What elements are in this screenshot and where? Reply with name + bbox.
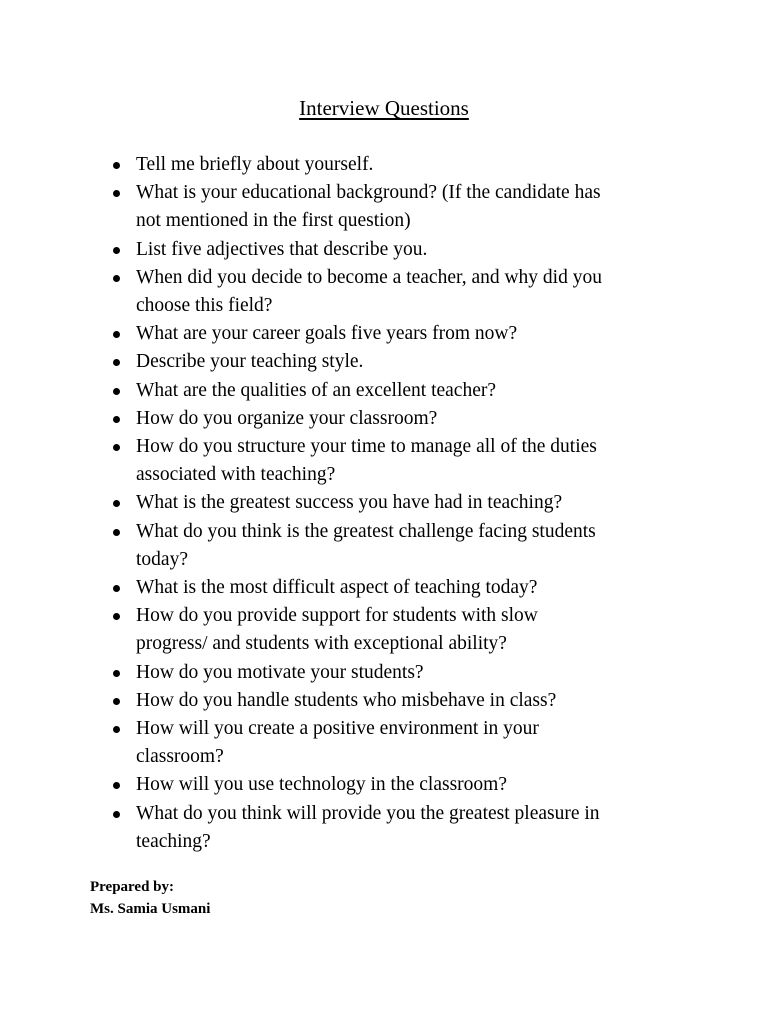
question-item — [108, 602, 688, 658]
bullet-icon — [113, 670, 120, 677]
bullet-icon — [113, 529, 120, 536]
question-item — [108, 433, 688, 489]
bullet-icon — [113, 247, 120, 254]
question-text-line: What is the most difficult aspect of teaching today? — [136, 577, 538, 599]
bullet-icon — [113, 500, 120, 507]
question-item — [108, 659, 688, 687]
bullet-icon — [113, 162, 120, 169]
question-item — [108, 320, 688, 348]
question-text-line: classroom? — [136, 746, 224, 768]
bullet-icon — [113, 726, 120, 733]
question-item — [108, 489, 688, 517]
question-text-line: What are the qualities of an excellent teacher? — [136, 379, 497, 401]
question-list — [108, 151, 688, 856]
bullet-icon — [113, 275, 120, 282]
bullet-icon — [113, 613, 120, 620]
question-text-line: How will you create a positive environment in your — [136, 718, 539, 740]
question-item — [108, 348, 688, 376]
bullet-icon — [113, 388, 120, 395]
question-item — [108, 377, 688, 405]
question-item — [108, 687, 688, 715]
question-item — [108, 179, 688, 235]
prepared-by-name: Ms. Samia Usmani — [90, 901, 211, 917]
question-item — [108, 405, 688, 433]
question-text-line: not mentioned in the first question) — [136, 210, 411, 232]
question-item — [108, 771, 688, 799]
question-text-line: Tell me briefly about yourself. — [136, 154, 374, 175]
question-item — [108, 800, 688, 856]
page-title: Interview Questions — [299, 96, 469, 120]
question-text-line: What do you think will provide you the greatest pleasure in — [136, 802, 600, 824]
bullet-icon — [113, 698, 120, 705]
bullet-icon — [113, 331, 120, 338]
question-text-line: How do you organize your classroom? — [136, 407, 438, 429]
question-text-line: What is your educational background? (If the candidate has — [136, 182, 601, 204]
bullet-icon — [113, 811, 120, 818]
question-text-line: today? — [136, 548, 188, 570]
bullet-icon — [113, 359, 120, 366]
prepared-by-block — [90, 876, 210, 920]
question-text-line: associated with teaching? — [136, 464, 336, 486]
question-item — [108, 151, 688, 179]
bullet-icon — [113, 416, 120, 423]
question-text-line: What do you think is the greatest challenge facing students — [136, 520, 596, 542]
question-text-line: How do you structure your time to manage all of the duties — [136, 436, 597, 458]
question-text-line: How do you handle students who misbehave in class? — [136, 689, 557, 711]
question-text-line: How do you motivate your students? — [136, 661, 424, 683]
question-item — [108, 574, 688, 602]
question-text-line: How will you use technology in the classroom? — [136, 774, 507, 796]
prepared-by-label: Prepared by: — [90, 879, 175, 895]
question-text-line: progress/ and students with exceptional ability? — [136, 633, 507, 655]
bullet-icon — [113, 190, 120, 197]
question-text-line: choose this field? — [136, 295, 273, 317]
question-item — [108, 518, 688, 574]
question-text-line: What are your career goals five years from now? — [136, 323, 518, 345]
question-text-line: What is the greatest success you have had in teaching? — [136, 492, 563, 514]
question-text-line: List five adjectives that describe you. — [136, 238, 428, 260]
question-item — [108, 236, 688, 264]
question-text-line: When did you decide to become a teacher, and why did you — [136, 266, 602, 288]
bullet-icon — [113, 444, 120, 451]
question-text-line: Describe your teaching style. — [136, 351, 364, 373]
question-item — [108, 264, 688, 320]
bullet-icon — [113, 585, 120, 592]
question-text-line: How do you provide support for students with slow — [136, 605, 538, 627]
question-text-line: teaching? — [136, 830, 211, 852]
bullet-icon — [113, 782, 120, 789]
question-item — [108, 715, 688, 771]
